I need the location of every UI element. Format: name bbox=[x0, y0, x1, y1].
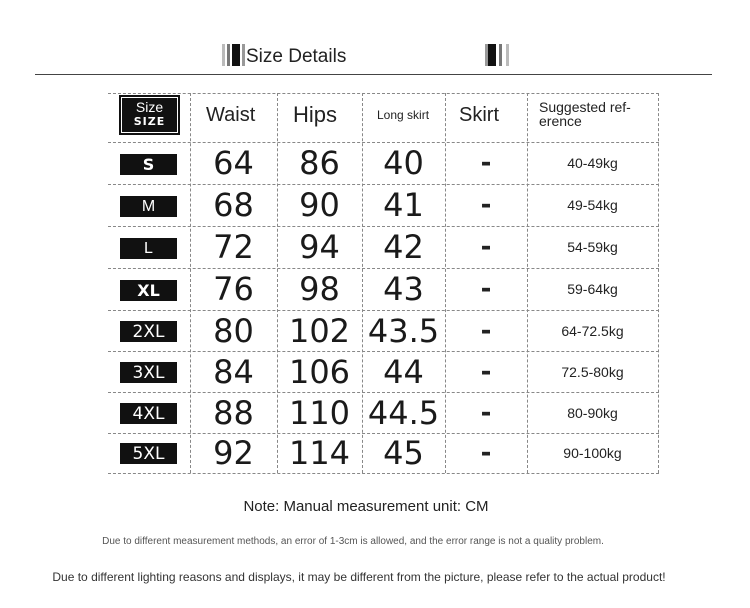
skirt-value: - bbox=[480, 232, 492, 262]
hips-value: 98 bbox=[299, 270, 340, 308]
hips-value: 110 bbox=[288, 393, 351, 432]
long-skirt-value: 41 bbox=[383, 186, 424, 224]
lighting-disclaimer-note: Due to different lighting reasons and displays, it may be different from the picture, please refer to the actual product! bbox=[52, 570, 666, 584]
skirt-value: - bbox=[480, 274, 492, 304]
waist-value: 68 bbox=[213, 186, 254, 224]
hips-value: 106 bbox=[288, 352, 351, 391]
table-border-right bbox=[658, 93, 659, 473]
waist-value: 80 bbox=[213, 311, 254, 350]
hips-value: 94 bbox=[299, 228, 340, 266]
error-tolerance-note: Due to different measurement methods, an error of 1-3cm is allowed, and the error range is not a quality problem. bbox=[102, 536, 604, 547]
long-skirt-value: 44 bbox=[383, 352, 424, 391]
waist-value: 64 bbox=[213, 144, 254, 182]
title-bar bbox=[0, 42, 750, 72]
hips-value: 114 bbox=[288, 434, 351, 472]
size-badge: 2XL bbox=[120, 321, 177, 342]
waist-value: 88 bbox=[213, 393, 254, 432]
hips-header: Hips bbox=[293, 102, 338, 127]
skirt-value: - bbox=[480, 356, 492, 387]
size-badge: XL bbox=[120, 280, 177, 301]
size-badge: L bbox=[120, 238, 177, 259]
reference-value: 40-49kg bbox=[567, 155, 618, 171]
waist-header: Waist bbox=[206, 104, 256, 126]
skirt-value: - bbox=[480, 190, 492, 220]
size-header-label-caps: SIZE bbox=[133, 115, 166, 128]
size-badge: M bbox=[120, 196, 177, 217]
hips-value: 86 bbox=[299, 144, 340, 182]
reference-value: 54-59kg bbox=[567, 239, 618, 255]
reference-value: 49-54kg bbox=[567, 197, 618, 213]
long-skirt-value: 45 bbox=[383, 434, 424, 472]
size-header-badge bbox=[119, 95, 180, 135]
long-skirt-value: 43 bbox=[383, 270, 424, 308]
suggested-reference-header-line2: erence bbox=[539, 113, 582, 129]
size-badge: 5XL bbox=[120, 443, 177, 464]
waist-value: 76 bbox=[213, 270, 254, 308]
size-badge: S bbox=[120, 154, 177, 175]
waist-value: 72 bbox=[213, 228, 254, 266]
suggested-reference-header bbox=[539, 100, 631, 128]
skirt-value: - bbox=[480, 397, 492, 428]
waist-value: 92 bbox=[213, 434, 254, 472]
skirt-value: - bbox=[480, 148, 492, 178]
waist-value: 84 bbox=[213, 352, 254, 391]
title-divider bbox=[35, 74, 712, 75]
size-badge: 4XL bbox=[120, 403, 177, 424]
hips-value: 90 bbox=[299, 186, 340, 224]
suggested-reference-header-line1: Suggested ref- bbox=[539, 99, 631, 115]
measurement-unit-note: Note: Manual measurement unit: CM bbox=[243, 498, 489, 515]
skirt-value: - bbox=[480, 315, 492, 346]
page-title: Size Details bbox=[246, 46, 347, 67]
size-header-label: Size bbox=[135, 99, 164, 115]
skirt-header: Skirt bbox=[459, 104, 499, 126]
reference-value: 59-64kg bbox=[567, 281, 618, 297]
reference-value: 90-100kg bbox=[563, 445, 622, 461]
skirt-value: - bbox=[480, 438, 492, 468]
hips-value: 102 bbox=[288, 311, 351, 350]
long-skirt-header: Long skirt bbox=[377, 108, 430, 122]
title-decoration-right bbox=[485, 44, 515, 66]
reference-value: 72.5-80kg bbox=[561, 363, 624, 380]
long-skirt-value: 44.5 bbox=[367, 393, 440, 432]
reference-value: 80-90kg bbox=[567, 404, 618, 421]
reference-value: 64-72.5kg bbox=[561, 322, 624, 339]
long-skirt-value: 43.5 bbox=[367, 311, 440, 350]
table-border-bottom bbox=[108, 473, 659, 474]
long-skirt-value: 42 bbox=[383, 228, 424, 266]
size-badge: 3XL bbox=[120, 362, 177, 383]
long-skirt-value: 40 bbox=[383, 144, 424, 182]
